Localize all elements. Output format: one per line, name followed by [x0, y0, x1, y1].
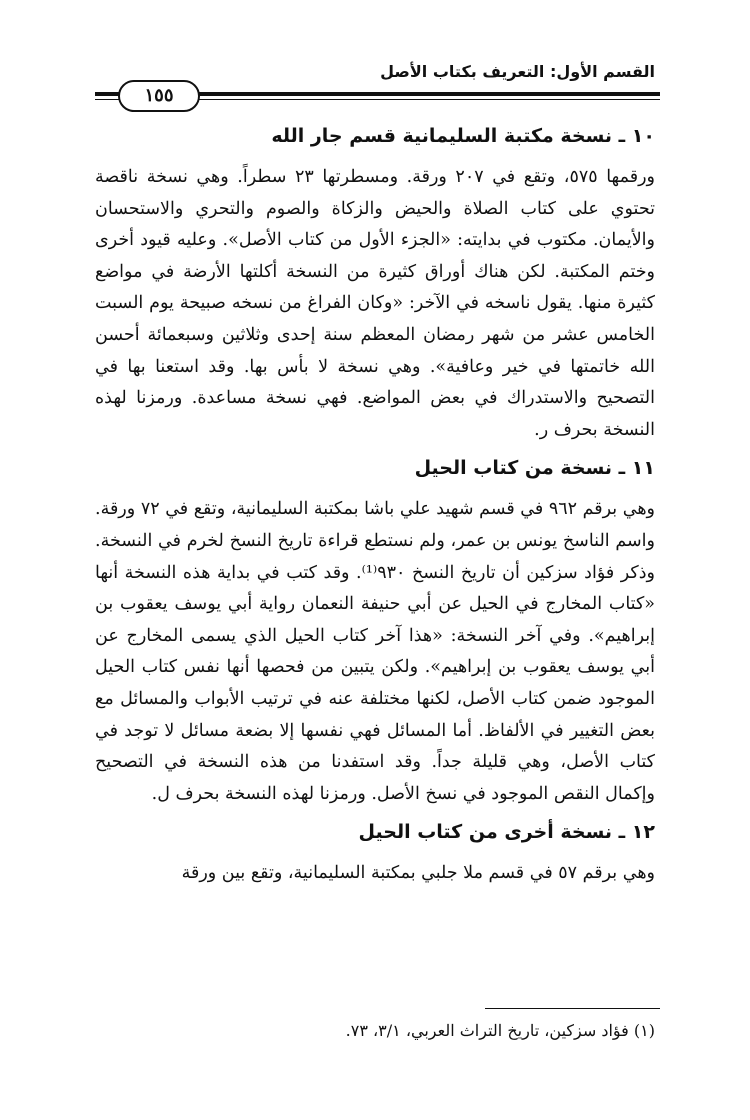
footnote-rule [485, 1008, 660, 1009]
section-heading-11: ١١ ـ نسخة من كتاب الحيل [414, 457, 655, 480]
main-content [95, 118, 655, 890]
section-heading-12: ١٢ ـ نسخة أخرى من كتاب الحيل [358, 821, 655, 844]
running-header: القسم الأول: التعريف بكتاب الأصل [380, 62, 655, 81]
section-paragraph-10: ورقمها ٥٧٥، وتقع في ٢٠٧ ورقة. ومسطرتها ٢٣ سطراً. وهي نسخة ناقصة تحتوي على كتاب الصلاة والحيض والزكاة والصوم والتحري والاستحسان والأيمان. مكتوب في بدايته: «الجزء الأول من كتاب الأصل». وعليه قيود أخرى وختم المكتبة. لكن هناك أوراق كثيرة من النسخة أكلتها الأرضة في مواضع كثيرة منها. يقول ناسخه في الآخر: «وكان الفراغ من نسخه صبيحة يوم السبت الخامس عشر من شهر رمضان المعظم سنة إحدى وثلاثين وسبعمائة أحسن الله خاتمتها في خير وعافية». وهي نسخة لا بأس بها. وقد استعنا بها في التصحيح والاستدراك في بعض المواضع. فهي نسخة مساعدة. ورمزنا لهذه النسخة بحرف ر. [95, 167, 655, 440]
section-paragraph-11: وهي برقم ٩٦٢ في قسم شهيد علي باشا بمكتبة السليمانية، وتقع في ٧٢ ورقة. واسم الناسخ يونس بن عمر، ولم نستطع قراءة تاريخ النسخ لخرم في النسخة. وذكر فؤاد سزكين أن تاريخ النسخ ٩٣٠⁽¹⁾. وقد كتب في بداية هذه النسخة أنها «كتاب المخارج في الحيل عن أبي حنيفة النعمان رواية أبي يوسف يعقوب بن إبراهيم». وفي آخر النسخة: «هذا آخر كتاب الحيل الذي يسمى المخارج عن أبي يوسف يعقوب بن إبراهيم». ولكن يتبين من فحصها أنها نفس كتاب الحيل الموجود ضمن كتاب الأصل، لكنها مختلفة عنه في ترتيب الأبواب والمسائل مع بعض التغيير في الألفاظ. أما المسائل فهي نفسها إلا بضعة مسائل لا توجد في كتاب الأصل، وهي قليلة جداً. وقد استفدنا من هذه النسخة في التصحيح وإكمال النقص الموجود في نسخ الأصل. ورمزنا لهذه النسخة بحرف ل. [95, 499, 656, 804]
section-heading-10: ١٠ ـ نسخة مكتبة السليمانية قسم جار الله [271, 125, 655, 147]
footnote: (١) فؤاد سزكين، تاريخ التراث العربي، ٣/١، ٧٣. [345, 1021, 655, 1040]
page-number: ١٥٥ [118, 80, 200, 112]
section-paragraph-12: وهي برقم ٥٧ في قسم ملا جلبي بمكتبة السليمانية، وتقع بين ورقة [181, 863, 655, 884]
